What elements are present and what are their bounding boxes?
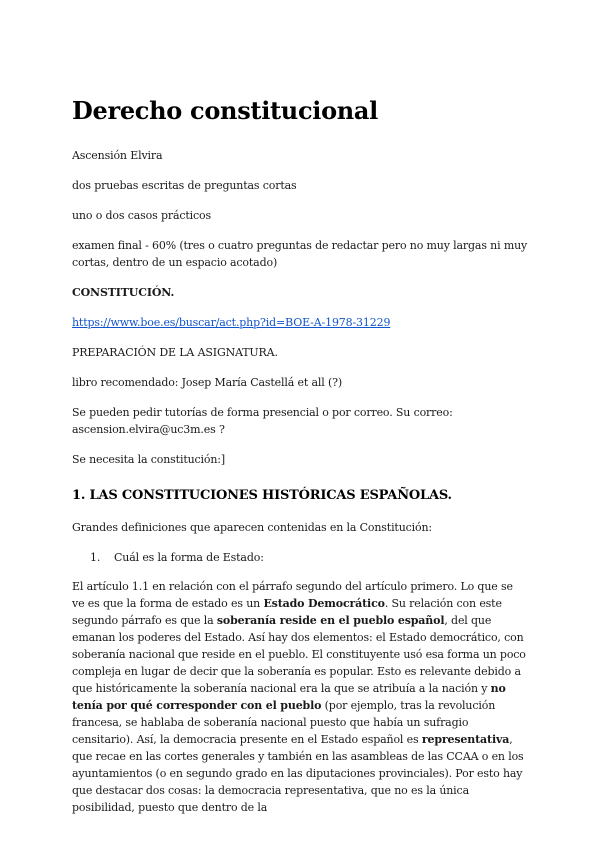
- section-heading: 1. LAS CONSTITUCIONES HISTÓRICAS ESPAÑOLAS.: [72, 488, 452, 503]
- link-paragraph: [72, 314, 528, 331]
- evaluation-line-1: dos pruebas escritas de preguntas cortas: [72, 179, 297, 192]
- paragraph-text-1: El artículo 1.1 en relación con el párrafo segundo del artículo primero. Lo que se ve es que la forma de estado es un: [72, 580, 513, 610]
- boe-link[interactable]: https://www.boe.es/buscar/act.php?id=BOE-A-1978-31229: [72, 316, 391, 329]
- tutoring-info: Se pueden pedir tutorías de forma presencial o por correo. Su correo: ascension.elvira@uc3m.es ?: [72, 406, 453, 436]
- list-number: 1.: [90, 551, 101, 564]
- list-item: [90, 549, 528, 566]
- paragraph-bold-1: Estado Democrático: [263, 597, 385, 610]
- section-intro: Grandes definiciones que aparecen contenidas en la Constitución:: [72, 521, 432, 534]
- paragraph-text-2: . Su relación con este segundo párrafo es que la: [72, 597, 502, 627]
- evaluation-line-3: examen final - 60% (tres o cuatro preguntas de redactar pero no muy largas ni muy cortas, dentro de un espacio acotado): [72, 239, 528, 269]
- document-title: Derecho constitucional: [72, 96, 378, 125]
- preparation-heading: PREPARACIÓN DE LA ASIGNATURA.: [72, 346, 278, 359]
- paragraph-text-4: (por ejemplo, tras la revolución francesa, se hablaba de soberanía nacional puesto que había un sufragio censitario). Así, la democracia presente en el Estado español es: [72, 699, 496, 746]
- evaluation-line-2: uno o dos casos prácticos: [72, 209, 211, 222]
- paragraph-bold-4: representativa: [421, 733, 510, 746]
- constitution-heading: CONSTITUCIÓN.: [72, 286, 175, 299]
- paragraph-bold-2: soberanía reside en el pueblo español: [216, 614, 445, 627]
- constitution-needed: Se necesita la constitución:]: [72, 453, 226, 466]
- paragraph-text-3: , del que emanan los poderes del Estado. Así hay dos elementos: el Estado democrático, con soberanía nacional que reside en el pueblo. El constituyente usó esa forma un poco compleja en lugar de decir que la soberanía es popular. Esto es relevante debido a que históricamente la soberanía nacional era la que se atribuía a la nación y: [72, 614, 526, 695]
- professor-name: Ascensión Elvira: [72, 149, 163, 162]
- document-page: [72, 96, 528, 816]
- recommended-book: libro recomendado: Josep María Castellá et all (?): [72, 376, 343, 389]
- list-text: Cuál es la forma de Estado:: [114, 551, 264, 564]
- body-paragraph: [72, 578, 528, 816]
- paragraph-bold-3: no tenía por qué corresponder con el pueblo: [72, 682, 506, 712]
- paragraph-text-5: , que recae en las cortes generales y también en las asambleas de las CCAA o en los ayuntamientos (o en segundo grado en las diputaciones provinciales). Por esto hay que destacar dos cosas: la democracia representativa, que no es la única posibilidad, puesto que dentro de la: [72, 733, 524, 814]
